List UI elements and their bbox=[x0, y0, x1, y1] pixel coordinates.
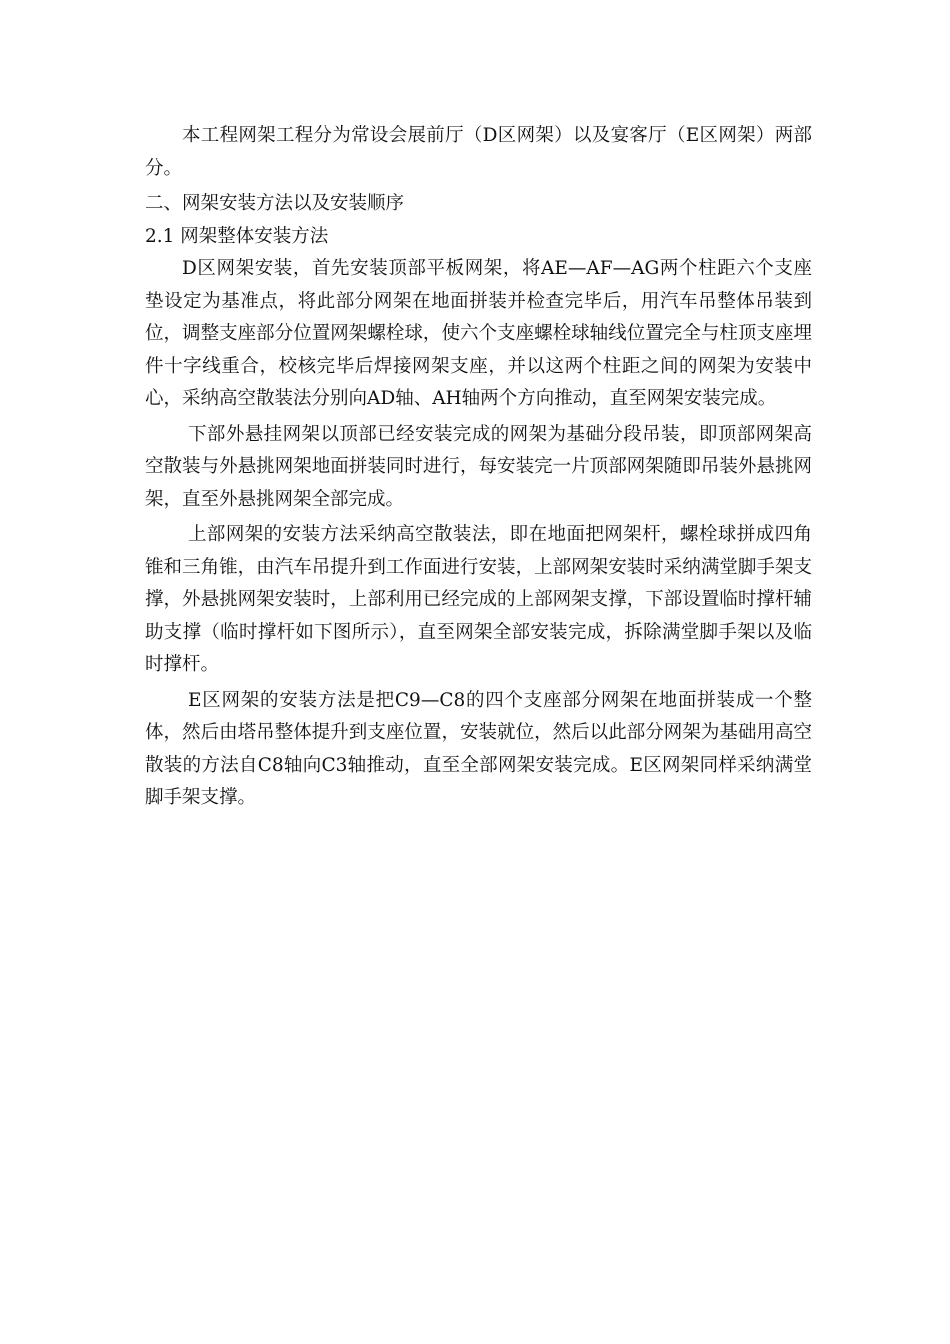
paragraph-upper-method: 上部网架的安装方法采纳高空散装法，即在地面把网架杆，螺栓球拼成四角锥和三角锥，由汽车吊提升到工作面进行安装，上部网架安装时采纳满堂脚手架支撑，外悬挑网架安装时，上部利用已经完成的上部网架支撑，下部设置临时撑杆辅助支撑（临时撑杆如下图所示），直至网架全部安装完成，拆除满堂脚手架以及临时撑杆。 bbox=[145, 524, 812, 675]
heading-section-2: 二、网架安装方法以及安装顺序 bbox=[145, 193, 405, 214]
paragraph-lower-hanging: 下部外悬挂网架以顶部已经安装完成的网架为基础分段吊装，即顶部网架高空散装与外悬挑网架地面拼装同时进行，每安装完一片顶部网架随即吊装外悬挑网架，直至外悬挑网架全部完成。 bbox=[145, 423, 812, 510]
document-body bbox=[145, 120, 812, 815]
paragraph-e-zone-method: E区网架的安装方法是把C9—C8的四个支座部分网架在地面拼装成一个整体，然后由塔吊整体提升到支座位置，安装就位，然后以此部分网架为基础用高空散装的方法自C8轴向C3轴推动，直至全部网架安装完成。E区网架同样采纳满堂脚手架支撑。 bbox=[145, 689, 812, 808]
heading-section-2-1: 2.1 网架整体安装方法 bbox=[145, 225, 329, 247]
paragraph-intro: 本工程网架工程分为常设会展前厅（D区网架）以及宴客厅（E区网架）两部分。 bbox=[145, 125, 812, 179]
paragraph-d-zone-method: D区网架安装，首先安装顶部平板网架，将AE—AF—AG两个柱距六个支座垫设定为基准点，将此部分网架在地面拼装并检查完毕后，用汽车吊整体吊装到位，调整支座部分位置网架螺栓球，使六个支座螺栓球轴线位置完全与柱顶支座埋件十字线重合，校核完毕后焊接网架支座，并以这两个柱距之间的网架为安装中心，采纳高空散装法分别向AD轴、AH轴两个方向推动，直至网架安装完成。 bbox=[145, 258, 812, 409]
